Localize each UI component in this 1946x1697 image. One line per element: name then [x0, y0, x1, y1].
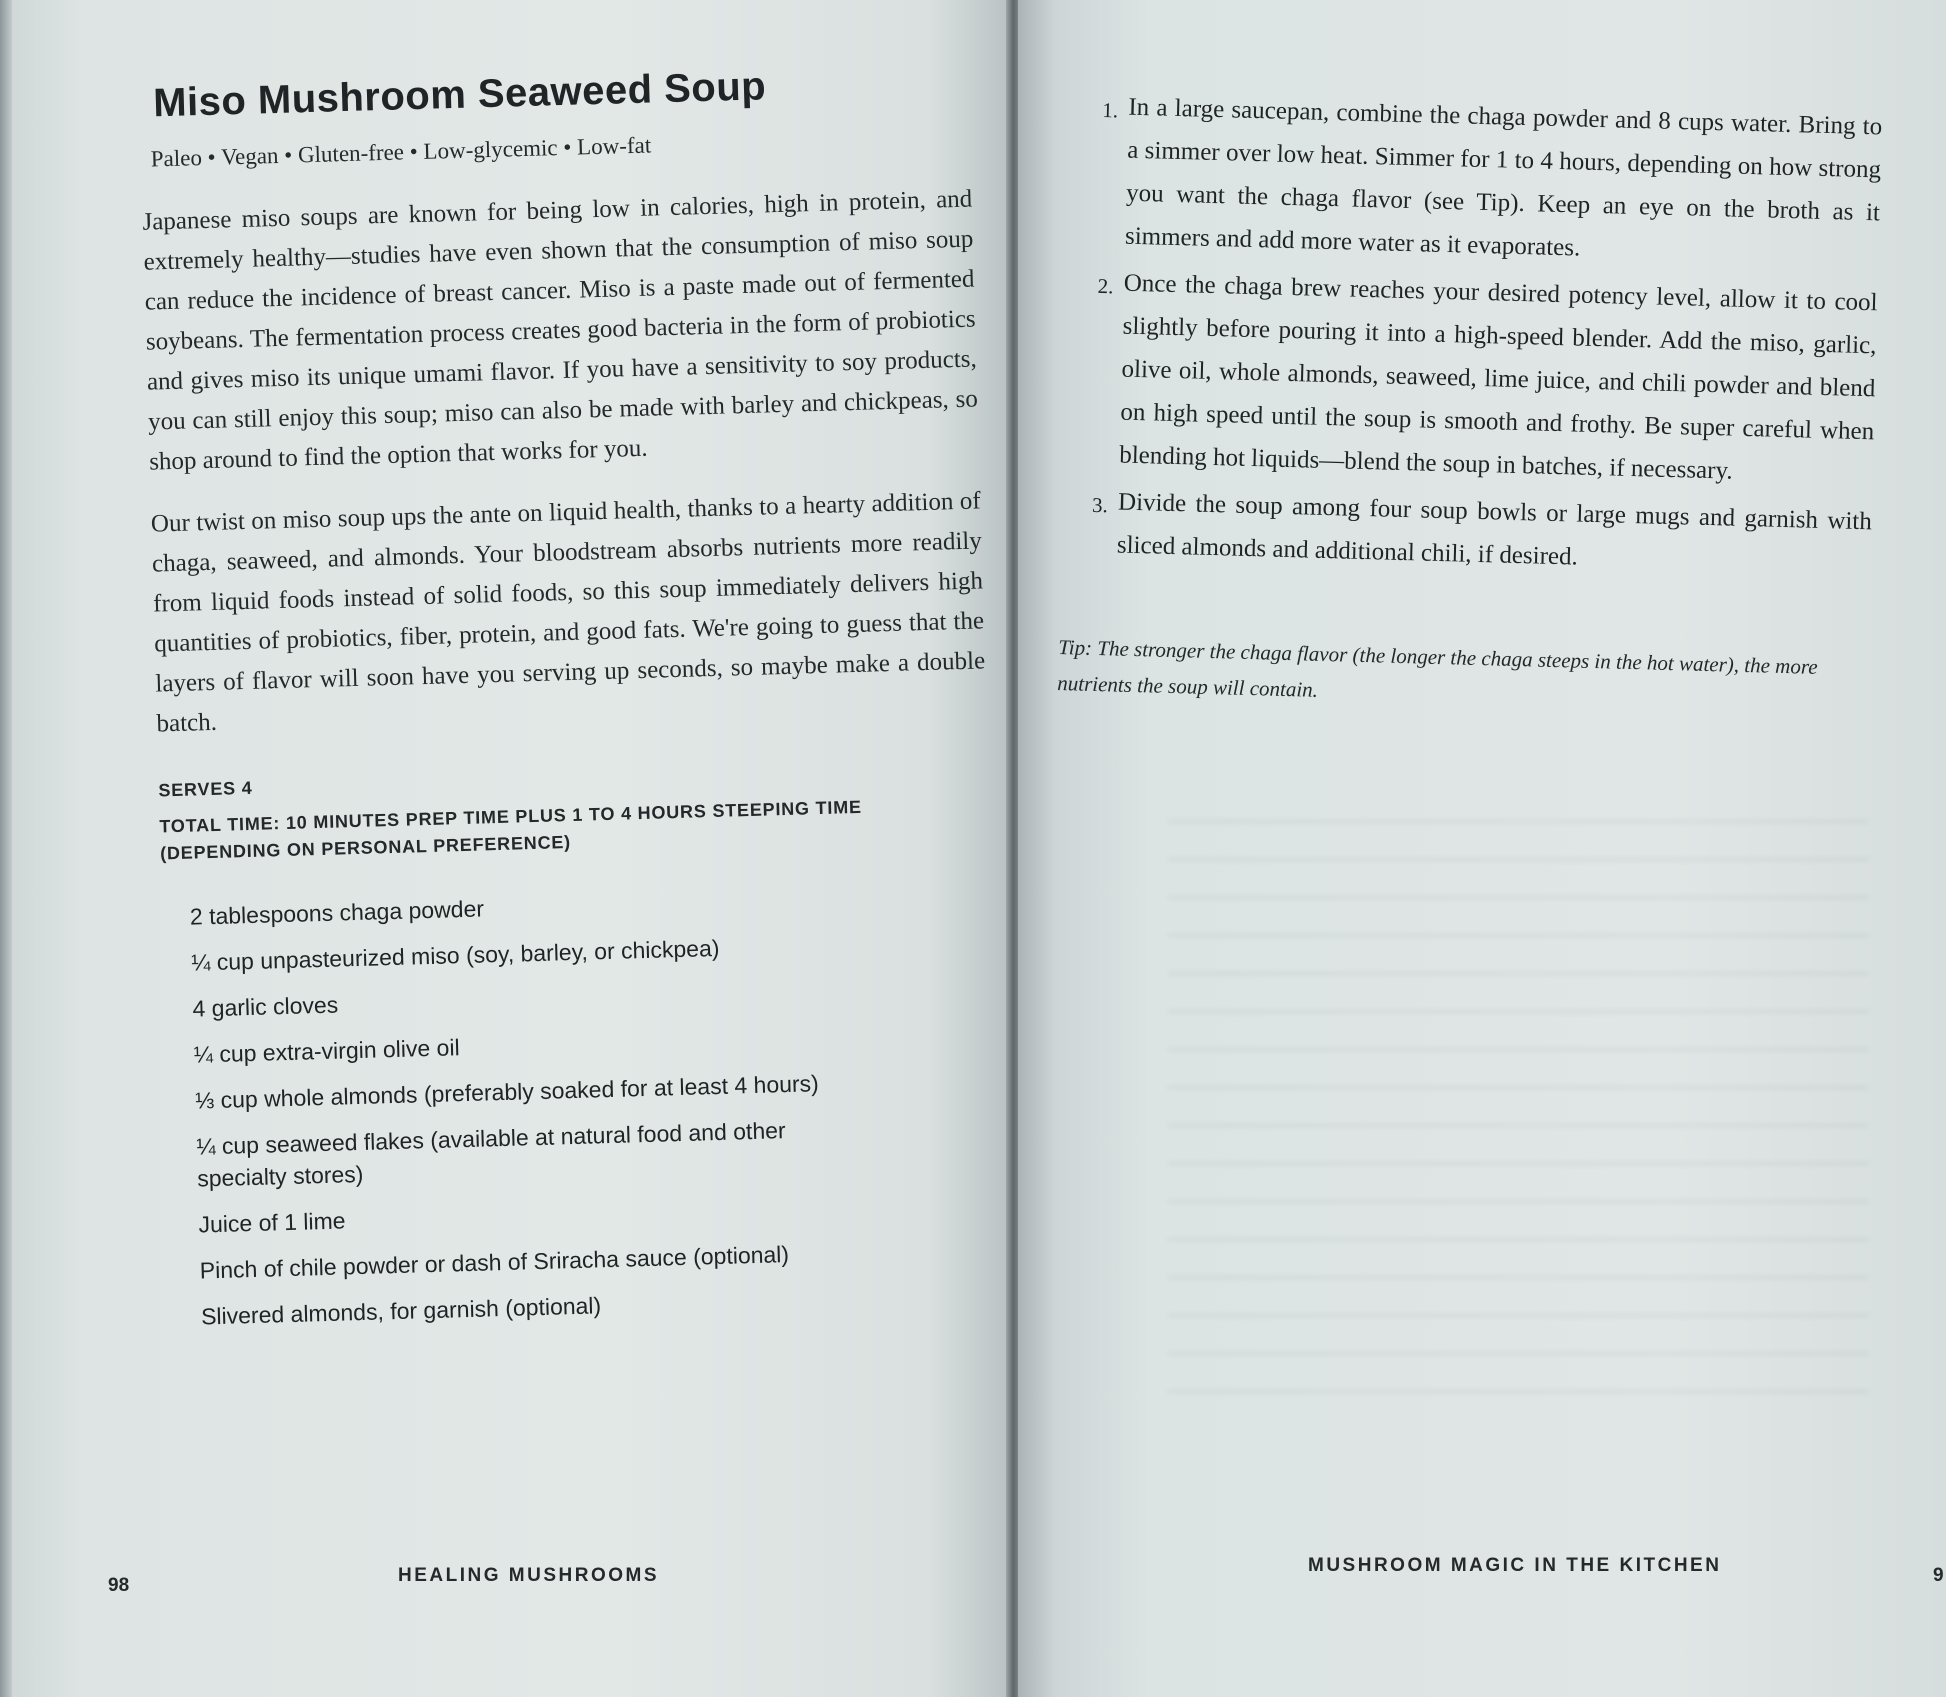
- tip-note: Tip: The stronger the chaga flavor (the longer the chaga steeps in the hot water), the more nutrients the soup will contain.: [1057, 635, 1818, 702]
- ingredient-item: ¼ cup unpasteurized miso (soy, barley, or chickpea): [190, 934, 720, 976]
- page-number-right: 9: [1933, 1565, 1944, 1586]
- recipe-directions: [1057, 85, 1883, 722]
- step-text: Once the chaga brew reaches your desired potency level, allow it to cool slightly before pouring it into a high-speed blender. Add the miso, garlic, olive oil, whole almonds, seaweed, lime juice, and chili powder and blend on high speed until the soup is smooth and frothy. Be super careful when blending hot liquids—blend the soup in batches, if necessary.: [1118, 269, 1878, 485]
- diet-tags: Paleo • Vegan • Gluten-free • Low-glycemic • Low-fat: [150, 132, 652, 172]
- ingredient-item: Juice of 1 lime: [198, 1207, 346, 1238]
- recipe-title: Miso Mushroom Seaweed Soup: [152, 64, 767, 126]
- running-head-right: MUSHROOM MAGIC IN THE KITCHEN: [1308, 1555, 1722, 1576]
- ingredient-item: 4 garlic cloves: [192, 991, 339, 1022]
- intro-paragraph: Japanese miso soups are known for being low in calories, high in protein, and extremely healthy—studies have even shown that the consumption of miso soup can reduce the incidence of breast cancer. Miso is a paste made out of fermented soybeans. The fermentation process creates good bacteria in the form of probiotics and gives miso its unique umami flavor. If you have a sensitivity to soy products, you can still enjoy this soup; miso can also be made with barley and chickpeas, so shop around to find the option that works for you.: [142, 185, 979, 476]
- step-number: 1.: [1102, 97, 1119, 123]
- ingredient-item: ⅓ cup whole almonds (preferably soaked for at least 4 hours): [194, 1070, 820, 1114]
- step-number: 3.: [1091, 492, 1109, 518]
- total-time-label: TOTAL TIME: 10 MINUTES PREP TIME PLUS 1 TO 4 HOURS STEEPING TIME (DEPENDING ON PERSONAL PREFERENCE): [159, 796, 863, 864]
- step-list: [1090, 85, 1882, 586]
- intro-paragraph: Our twist on miso soup ups the ante on liquid health, thanks to a hearty addition of chaga, seaweed, and almonds. Your bloodstream absorbs nutrients more readily from liquid foods instead of solid foods, so this soup immediately delivers high quantities of probiotics, fiber, protein, and good fats. We're going to guess that the layers of flavor will soon have you serving up seconds, so maybe make a double batch.: [150, 487, 986, 738]
- step-number: 2.: [1097, 273, 1114, 299]
- ingredient-item: Slivered almonds, for garnish (optional): [200, 1292, 602, 1330]
- step-text: In a large saucepan, combine the chaga powder and 8 cups water. Bring to a simmer over low heat. Simmer for 1 to 4 hours, depending on how strong you want the chaga flavor (see Tip). Keep an eye on the broth as it simmers and add more water as it evaporates.: [1124, 93, 1883, 262]
- step-text: Divide the soup among four soup bowls or large mugs and garnish with sliced almonds and additional chili, if desired.: [1116, 488, 1873, 571]
- page-edge: [0, 0, 12, 1697]
- serves-label: SERVES 4: [158, 777, 253, 801]
- ingredient-item: ¼ cup extra-virgin olive oil: [193, 1034, 460, 1068]
- step-item: [1093, 261, 1878, 496]
- right-page: [1018, 0, 1946, 1697]
- show-through-text: [1168, 820, 1868, 1420]
- ingredient-item: 2 tablespoons chaga powder: [189, 895, 485, 930]
- step-item: [1090, 480, 1872, 586]
- running-head-left: HEALING MUSHROOMS: [398, 1565, 659, 1586]
- page-number-left: 98: [108, 1575, 130, 1596]
- ingredient-item: Pinch of chile powder or dash of Sriracha sauce (optional): [199, 1241, 790, 1284]
- ingredient-list: [189, 878, 995, 1332]
- recipe-intro: [130, 37, 996, 1348]
- step-item: [1098, 85, 1882, 277]
- ingredient-item: ¼ cup seaweed flakes (available at natural food and other specialty stores): [196, 1117, 786, 1192]
